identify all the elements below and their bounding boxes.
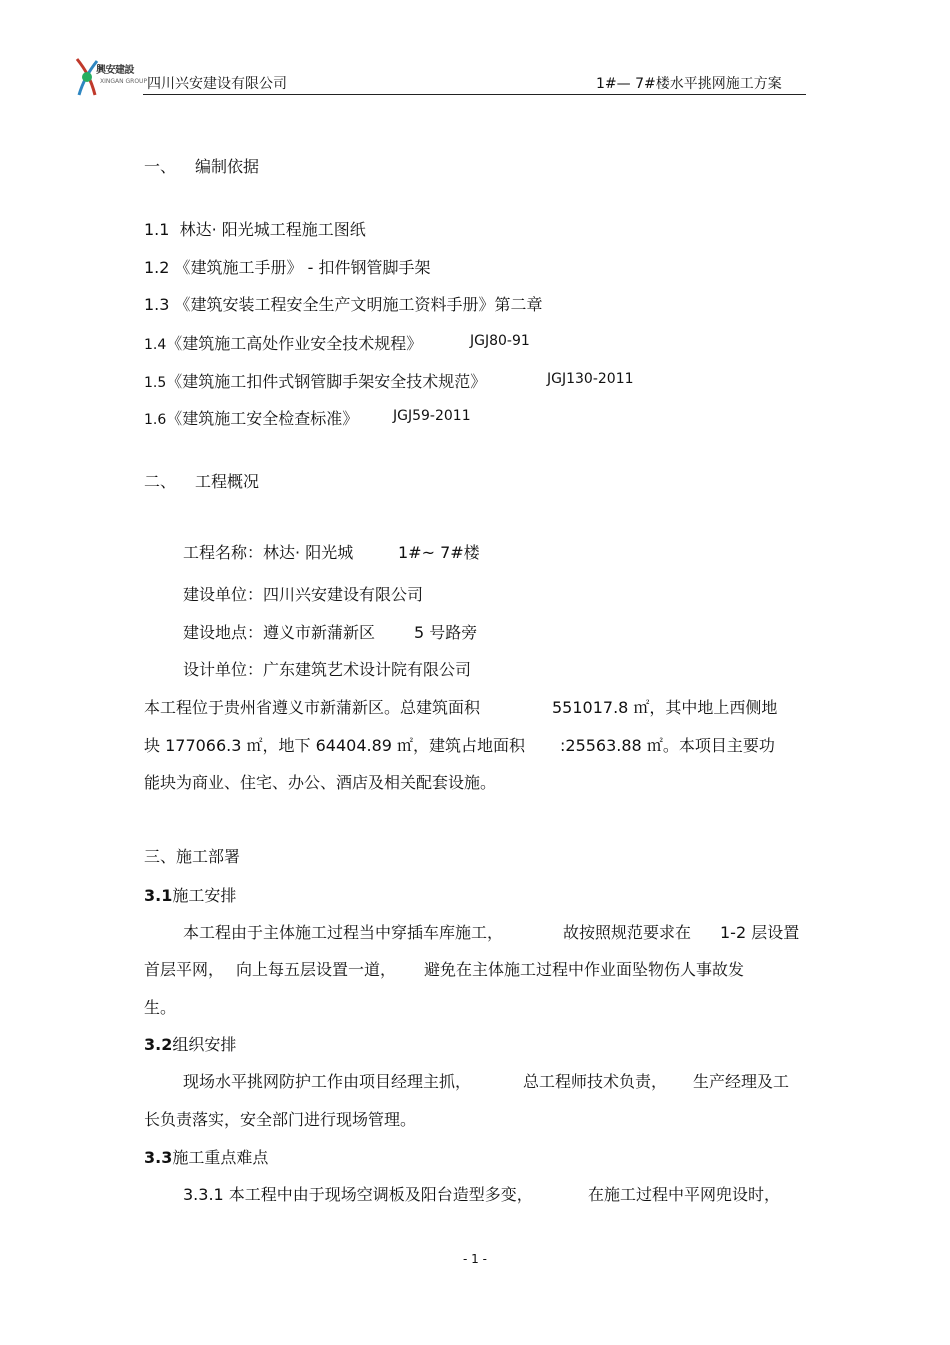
section1-title: 编制依据: [195, 157, 260, 176]
field-label: 设计单位：: [183, 660, 264, 679]
sub33-line-1b: 在施工过程中平网兜设时，: [588, 1185, 781, 1204]
section3-title: 三、施工部署: [144, 847, 241, 866]
logo-text: 興安建設: [96, 65, 134, 76]
sub32-line-1a: 现场水平挑网防护工作由项目经理主抓，: [183, 1072, 472, 1091]
desc-line-3: 能块为商业、住宅、办公、酒店及相关配套设施。: [144, 773, 497, 792]
ref-item-text: 《建筑施工扣件式钢管脚手架安全技术规范》: [166, 372, 487, 391]
field-label: 建设单位：: [183, 585, 264, 604]
ref-item-6-code: JGJ59-2011: [393, 408, 471, 424]
ref-item-text: 《建筑安装工程安全生产文明施工资料手册》第二章: [174, 295, 543, 314]
sub-title: 施工重点难点: [172, 1148, 269, 1167]
ref-item-1: [144, 217, 366, 240]
field-value: 林达· 阳光城: [263, 543, 354, 562]
field-project-buildings: 1#~ 7#楼: [398, 543, 480, 562]
desc-line-1a: 本工程位于贵州省遵义市新蒲新区。总建筑面积: [144, 698, 481, 717]
sub31-line-2c: 避免在主体施工过程中作业面坠物伤人事故发: [424, 960, 745, 979]
ref-item-num: 1.2: [144, 258, 170, 277]
sub33-line-1a: 3.3.1 本工程中由于现场空调板及阳台造型多变，: [183, 1185, 533, 1204]
sub31-heading: [144, 883, 236, 906]
sub-title: 组织安排: [172, 1035, 237, 1054]
ref-item-5: [144, 369, 486, 392]
desc-line-2b: :25563.88 ㎡。本项目主要功: [560, 736, 775, 755]
field-designer: [183, 657, 471, 680]
field-project-name: [183, 540, 353, 563]
ref-item-num: 1.6: [144, 412, 167, 428]
ref-item-6: [144, 406, 358, 429]
ref-item-text: 林达· 阳光城工程施工图纸: [179, 220, 366, 239]
sub-num: 3.2: [144, 1035, 173, 1054]
sub32-line-1b: 总工程师技术负责，: [523, 1072, 668, 1091]
sub-num: 3.1: [144, 886, 173, 905]
ref-item-4: [144, 331, 422, 354]
field-location: [183, 620, 375, 643]
header-rule: [143, 94, 806, 95]
field-label: 建设地点：: [183, 623, 264, 642]
sub31-line-3: 生。: [144, 998, 177, 1017]
desc-line-2a: 块 177066.3 ㎡，地下 64404.89 ㎡，建筑占地面积: [144, 736, 526, 755]
sub32-line-1c: 生产经理及工: [693, 1072, 790, 1091]
ref-item-num: 1.5: [144, 375, 167, 391]
ref-item-num: 1.3: [144, 295, 170, 314]
field-location-extra: 5 号路旁: [414, 623, 478, 642]
section2-number: 二、: [144, 472, 177, 491]
sub31-line-2b: 向上每五层设置一道，: [236, 960, 397, 979]
sub-num: 3.3: [144, 1148, 173, 1167]
ref-item-num: 1.4: [144, 337, 167, 353]
ref-item-text: 《建筑施工安全检查标准》: [166, 409, 359, 428]
section2-title: 工程概况: [195, 472, 260, 491]
ref-item-2: [144, 255, 431, 278]
ref-item-text: 《建筑施工高处作业安全技术规程》: [166, 334, 423, 353]
header-doc-title: 1#— 7#楼水平挑网施工方案: [596, 76, 782, 92]
sub-title: 施工安排: [172, 886, 237, 905]
ref-item-text: 《建筑施工手册》 - 扣件钢管脚手架: [174, 258, 431, 277]
sub33-heading: [144, 1145, 268, 1168]
ref-item-5-code: JGJ130-2011: [547, 371, 634, 387]
field-value: 四川兴安建设有限公司: [263, 585, 424, 604]
section1-number: 一、: [144, 157, 177, 176]
sub31-line-1c: 1-2 层设置: [720, 923, 800, 942]
field-value: 遵义市新蒲新区: [263, 623, 376, 642]
sub31-line-2a: 首层平网，: [144, 960, 225, 979]
logo-subtext: XINGAN GROUP: [100, 78, 148, 85]
sub31-line-1a: 本工程由于主体施工过程当中穿插车库施工，: [183, 923, 504, 942]
field-value: 广东建筑艺术设计院有限公司: [263, 660, 472, 679]
ref-item-4-code: JGJ80-91: [470, 333, 530, 349]
sub32-heading: [144, 1032, 236, 1055]
sub32-line-2: 长负责落实，安全部门进行现场管理。: [144, 1110, 417, 1129]
ref-item-num: 1.1: [144, 220, 170, 239]
desc-line-1b: 551017.8 ㎡，其中地上西侧地: [552, 698, 778, 717]
field-builder: [183, 582, 423, 605]
ref-item-3: [144, 292, 543, 315]
header-company: 四川兴安建设有限公司: [147, 76, 287, 92]
field-label: 工程名称：: [183, 543, 264, 562]
page-number: - 1 -: [463, 1252, 487, 1266]
sub31-line-1b: 故按照规范要求在: [563, 923, 692, 942]
